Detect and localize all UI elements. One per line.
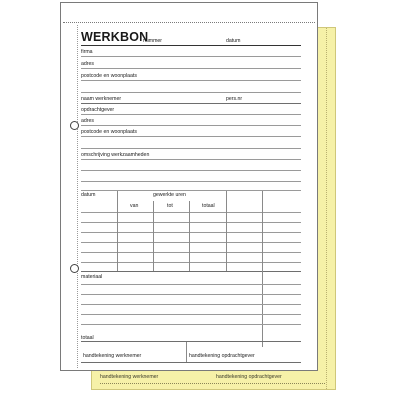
materials-line[interactable]: [81, 284, 301, 285]
to-header: tot: [167, 203, 173, 209]
address-field[interactable]: [81, 68, 301, 69]
total-header: totaal: [202, 203, 215, 209]
materials-total-line[interactable]: [81, 341, 301, 342]
client-postcode-label: postcode en woonplaats: [81, 129, 137, 135]
postcode-field[interactable]: [81, 80, 301, 81]
materials-line[interactable]: [81, 294, 301, 295]
punch-hole-icon: [70, 121, 79, 130]
blank-line: [81, 148, 301, 149]
date-label: datum: [226, 38, 241, 44]
client-address-field[interactable]: [81, 125, 301, 126]
punch-hole-icon: [70, 264, 79, 273]
signature-client-label: handtekening opdrachtgever: [189, 353, 255, 359]
table-row[interactable]: [81, 252, 301, 253]
copy-signature-client-label: handtekening opdrachtgever: [216, 374, 282, 380]
materials-total-label: totaal: [81, 335, 94, 341]
materials-label: materiaal: [81, 274, 103, 280]
client-address-label: adres: [81, 118, 94, 124]
worked-hours-header: gewerkte uren: [153, 192, 186, 198]
table-bottom: [81, 271, 301, 272]
table-date-header: datum: [81, 192, 96, 198]
postcode-label: postcode en woonplaats: [81, 73, 137, 79]
top-perforation: [63, 22, 315, 23]
company-label: firma: [81, 49, 93, 55]
work-order-sheet: [60, 2, 318, 371]
blank-line: [81, 92, 301, 93]
description-line[interactable]: [81, 181, 301, 182]
table-column-divider: [189, 201, 190, 271]
address-label: adres: [81, 61, 94, 67]
description-line[interactable]: [81, 170, 301, 171]
table-row[interactable]: [81, 262, 301, 263]
left-perforation: [77, 25, 78, 368]
client-label: opdrachtgever: [81, 107, 115, 113]
table-row[interactable]: [81, 212, 301, 213]
materials-line[interactable]: [81, 324, 301, 325]
form-title: WERKBON: [81, 30, 149, 44]
company-field[interactable]: [81, 56, 301, 57]
signature-line[interactable]: [81, 362, 301, 363]
from-header: van: [130, 203, 139, 209]
table-row[interactable]: [81, 242, 301, 243]
copy-signature-line: [100, 383, 325, 384]
personnel-number-label: pers.nr: [226, 96, 243, 102]
table-row[interactable]: [81, 222, 301, 223]
description-line[interactable]: [81, 190, 301, 191]
copy-perforation: [326, 28, 327, 389]
employee-name-label: naam werknemer: [81, 96, 122, 102]
table-column-divider: [153, 201, 154, 271]
signature-divider: [186, 342, 187, 363]
signature-employee-label: handtekening werknemer: [83, 353, 142, 359]
client-postcode-field[interactable]: [81, 136, 301, 137]
materials-line[interactable]: [81, 304, 301, 305]
description-line[interactable]: [81, 159, 301, 160]
table-row[interactable]: [81, 232, 301, 233]
employee-field[interactable]: [81, 103, 301, 104]
table-column-divider: [117, 191, 118, 271]
work-description-label: omschrijving werkzaamheden: [81, 152, 150, 158]
table-column-divider: [226, 191, 227, 271]
number-label: nummer: [143, 38, 163, 44]
copy-signature-employee-label: handtekening werknemer: [100, 374, 159, 380]
header-line: [81, 45, 301, 46]
client-field[interactable]: [81, 114, 301, 115]
materials-line[interactable]: [81, 314, 301, 315]
